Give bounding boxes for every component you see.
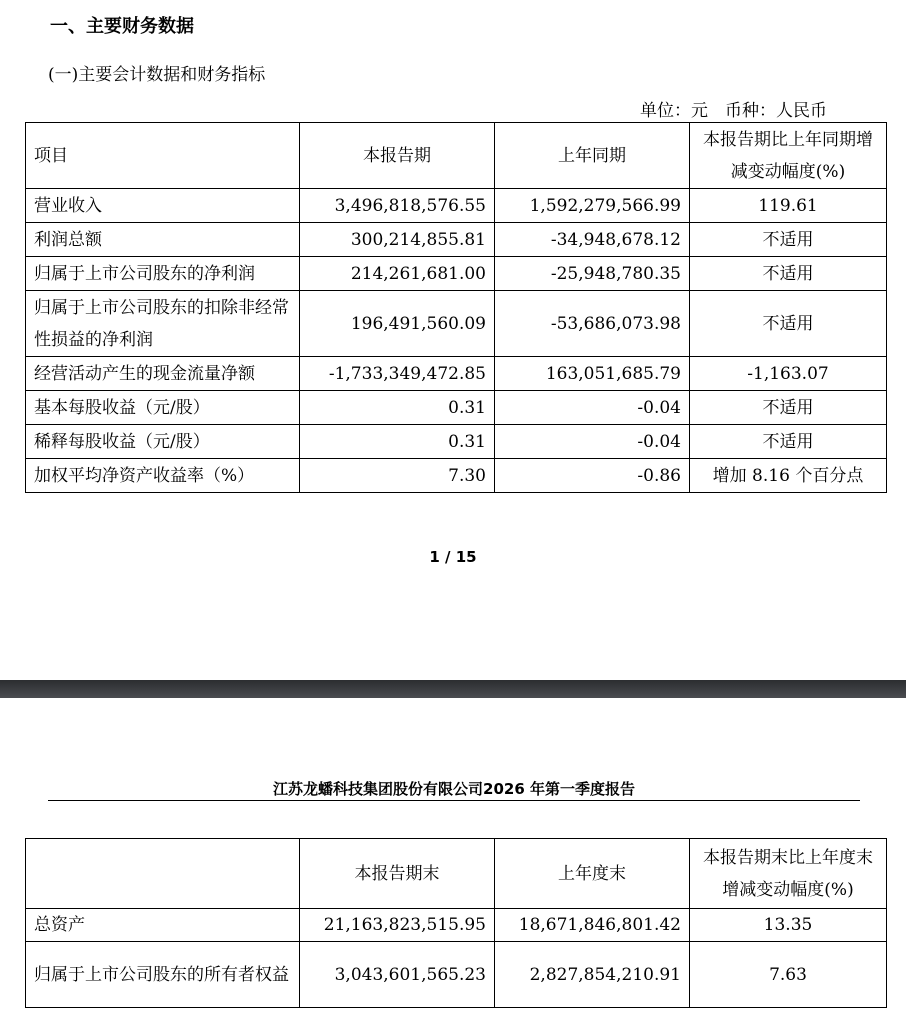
row-prior: -34,948,678.12 xyxy=(495,223,690,257)
row-prior: -53,686,073.98 xyxy=(495,291,690,357)
row-item: 归属于上市公司股东的扣除非经常性损益的净利润 xyxy=(26,291,300,357)
page-number: 1 / 15 xyxy=(429,548,477,566)
row-current: 300,214,855.81 xyxy=(300,223,495,257)
row-item: 营业收入 xyxy=(26,189,300,223)
row-current: -1,733,349,472.85 xyxy=(300,357,495,391)
sub-title: (一)主要会计数据和财务指标 xyxy=(48,65,266,85)
row-current: 196,491,560.09 xyxy=(300,291,495,357)
row-current: 214,261,681.00 xyxy=(300,257,495,291)
row-prior: -0.04 xyxy=(495,425,690,459)
header-change: 本报告期末比上年度末增减变动幅度(%) xyxy=(690,839,887,909)
row-current: 3,496,818,576.55 xyxy=(300,189,495,223)
row-item: 经营活动产生的现金流量净额 xyxy=(26,357,300,391)
row-item: 加权平均净资产收益率（%） xyxy=(26,459,300,493)
row-item: 利润总额 xyxy=(26,223,300,257)
row-change: 增加 8.16 个百分点 xyxy=(690,459,887,493)
table-row xyxy=(26,357,887,391)
row-current: 0.31 xyxy=(300,391,495,425)
row-change: 不适用 xyxy=(690,223,887,257)
row-current: 7.30 xyxy=(300,459,495,493)
header-change: 本报告期比上年同期增减变动幅度(%) xyxy=(690,123,887,189)
row-prior: 18,671,846,801.42 xyxy=(495,909,690,942)
row-prior: 2,827,854,210.91 xyxy=(495,942,690,1008)
row-item: 归属于上市公司股东的净利润 xyxy=(26,257,300,291)
row-prior: -0.86 xyxy=(495,459,690,493)
row-change: -1,163.07 xyxy=(690,357,887,391)
table-row xyxy=(26,909,887,942)
row-change: 119.61 xyxy=(690,189,887,223)
header-prior: 上年度末 xyxy=(495,839,690,909)
row-item: 稀释每股收益（元/股） xyxy=(26,425,300,459)
balance-table xyxy=(25,838,887,1008)
table-header-row xyxy=(26,839,887,909)
header-item: 项目 xyxy=(26,123,300,189)
row-current: 21,163,823,515.95 xyxy=(300,909,495,942)
row-change: 不适用 xyxy=(690,257,887,291)
header-prior: 上年同期 xyxy=(495,123,690,189)
unit-currency-line: 单位：元 币种：人民币 xyxy=(640,101,827,121)
table-row xyxy=(26,459,887,493)
row-change: 不适用 xyxy=(690,291,887,357)
row-current: 0.31 xyxy=(300,425,495,459)
table-row xyxy=(26,291,887,357)
row-change: 不适用 xyxy=(690,425,887,459)
row-prior: 1,592,279,566.99 xyxy=(495,189,690,223)
row-prior: -0.04 xyxy=(495,391,690,425)
table-header-row xyxy=(26,123,887,189)
header-current: 本报告期末 xyxy=(300,839,495,909)
table-row xyxy=(26,391,887,425)
report-header: 江苏龙蟠科技集团股份有限公司2026 年第一季度报告 xyxy=(273,780,635,798)
row-change: 13.35 xyxy=(690,909,887,942)
table-row xyxy=(26,257,887,291)
row-prior: -25,948,780.35 xyxy=(495,257,690,291)
header-item xyxy=(26,839,300,909)
header-rule xyxy=(48,800,860,801)
header-current: 本报告期 xyxy=(300,123,495,189)
row-change: 7.63 xyxy=(690,942,887,1008)
row-item: 基本每股收益（元/股） xyxy=(26,391,300,425)
section-title: 一、主要财务数据 xyxy=(50,16,194,37)
page-separator xyxy=(0,680,906,698)
row-item: 总资产 xyxy=(26,909,300,942)
table-row xyxy=(26,223,887,257)
row-prior: 163,051,685.79 xyxy=(495,357,690,391)
key-financial-table xyxy=(25,122,887,493)
table-row xyxy=(26,942,887,1008)
table-row xyxy=(26,189,887,223)
row-current: 3,043,601,565.23 xyxy=(300,942,495,1008)
row-change: 不适用 xyxy=(690,391,887,425)
table-row xyxy=(26,425,887,459)
row-item: 归属于上市公司股东的所有者权益 xyxy=(26,942,300,1008)
